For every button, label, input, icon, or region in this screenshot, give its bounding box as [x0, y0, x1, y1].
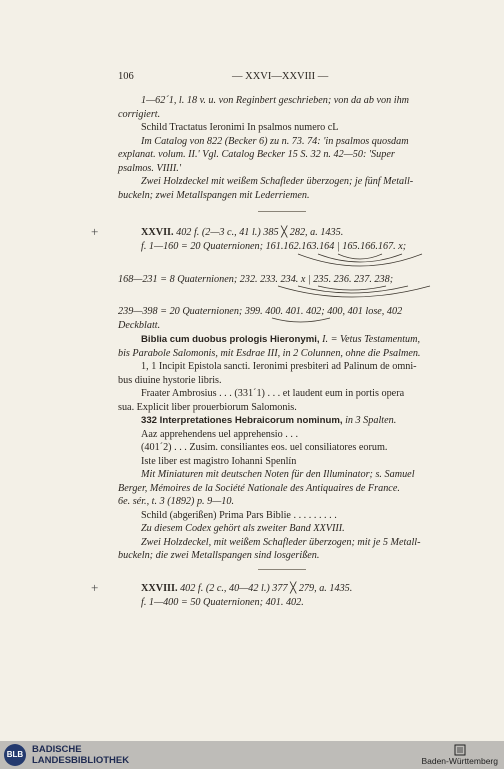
- entry-number: XXVII.: [141, 227, 174, 238]
- text-line: (401´2) . . . Zusim. consiliantes eos. uel consiliatores eorum.: [141, 442, 388, 453]
- entry-physical-desc: 402 f. (2 c., 40—42 l.) 377 ╳ 279, a. 1435.: [180, 583, 353, 594]
- collation-line: 168—231 = 8 Quaternionen; 232. 233. 234. x | 235. 236. 237. 238;: [118, 274, 394, 285]
- section-divider: [258, 211, 306, 212]
- text-line: Im Catalog von 822 (Becker 6) zu n. 73. 74: 'in psalmos quosdam: [141, 136, 409, 147]
- entry-heading: [141, 582, 352, 595]
- text-line: Schild (abgerißen) Prima Pars Biblie . . . . . . . . .: [141, 510, 337, 521]
- content-heading: [141, 333, 420, 346]
- library-footer: [0, 741, 504, 769]
- text-line: Aaz apprehendens uel apprehensio . . .: [141, 429, 298, 440]
- content-subtitle: I. = Vetus Testamentum,: [322, 334, 421, 345]
- text-line: 1, 1 Incipit Epistola sancti. Ieronimi presbiteri ad Palinum de omni-: [141, 361, 417, 372]
- collation-arc: [272, 318, 330, 322]
- entry-heading: [141, 226, 343, 239]
- page-number: 106: [118, 71, 134, 82]
- text-line: explanat. volum. II.' Vgl. Catalog Becker 15 S. 32 n. 42—50: 'Super: [118, 149, 395, 160]
- collation-arc: [298, 286, 408, 293]
- text-line: Schild Tractatus Ieronimi In psalmos numero cL: [141, 122, 339, 133]
- blb-logo-icon[interactable]: BLB: [4, 744, 26, 766]
- library-name-line: BADISCHE: [32, 744, 82, 755]
- collation-arc: [278, 286, 430, 297]
- text-line: 1—62´1, l. 18 v. u. von Reginbert geschrieben; von da ab von ihm: [141, 95, 410, 106]
- collation-line: Deckblatt.: [118, 320, 161, 331]
- content-title: Biblia cum duobus prologis Hieronymi,: [141, 334, 320, 345]
- collation-line: f. 1—160 = 20 Quaternionen; 161.162.163.164 | 165.166.167. x;: [141, 241, 407, 252]
- text-line: bis Parabole Salomonis, mit Esdrae III, in 2 Colunnen, ohne die Psalmen.: [118, 348, 421, 359]
- text-line: bus diuine hystorie libris.: [118, 375, 222, 386]
- collation-line: 239—398 = 20 Quaternionen; 399. 400. 401. 402; 400, 401 lose, 402: [118, 306, 403, 317]
- content-heading: [141, 414, 396, 427]
- text-line: Mit Miniaturen mit deutschen Noten für den Illuminator; s. Samuel: [141, 469, 415, 480]
- text-line: Zu diesem Codex gehört als zweiter Band XXVIII.: [141, 523, 345, 534]
- collation-arc: [298, 254, 422, 266]
- collation-line: f. 1—400 = 50 Quaternionen; 401. 402.: [141, 597, 304, 608]
- text-line: psalmos. VIIII.': [118, 163, 182, 174]
- text-line: 6e. sér., t. 3 (1892) p. 9—10.: [118, 496, 235, 507]
- state-label: Baden-Württemberg: [421, 756, 498, 766]
- entry-physical-desc: 402 f. (2—3 c., 41 l.) 385 ╳ 282, a. 1435.: [176, 227, 344, 238]
- text-line: Zwei Holzdeckel mit weißem Schafleder überzogen; je fünf Metall-: [141, 176, 414, 187]
- section-divider: [258, 569, 306, 570]
- text-line: buckeln; zwei Metallspangen mit Lederriemen.: [118, 190, 310, 201]
- collation-arc: [318, 254, 402, 262]
- text-line: Zwei Holzdeckel, mit weißem Schafleder überzogen; mit je 5 Metall-: [141, 537, 421, 548]
- text-line: buckeln; die zwei Metallspangen sind losgerißen.: [118, 550, 320, 561]
- text-line: Berger, Mémoires de la Société Nationale des Antiquaires de France.: [118, 483, 400, 494]
- text-line: Iste liber est magistro Iohanni Spenlín: [141, 456, 297, 467]
- text-line: sua. Explicit liber prouerbiorum Salomonis.: [118, 402, 297, 413]
- content-title: 332 Interpretationes Hebraicorum nominum,: [141, 415, 343, 426]
- text-line: Fraater Ambrosius . . . (331´1) . . . et laudent eum in portis opera: [141, 388, 405, 399]
- collation-arc: [338, 254, 382, 259]
- library-name-line: LANDESBIBLIOTHEK: [32, 755, 130, 766]
- state-crest-icon: [454, 744, 466, 756]
- text-line: corrigiert.: [118, 109, 161, 120]
- library-name[interactable]: [32, 744, 129, 766]
- entry-number: XXVIII.: [141, 583, 178, 594]
- collation-arc: [318, 286, 386, 290]
- content-subtitle: in 3 Spalten.: [345, 415, 397, 426]
- plus-marker: +: [91, 224, 99, 239]
- state-branding[interactable]: [421, 744, 498, 766]
- running-title: — XXVI—XXVIII —: [232, 71, 329, 82]
- plus-marker: +: [91, 580, 99, 595]
